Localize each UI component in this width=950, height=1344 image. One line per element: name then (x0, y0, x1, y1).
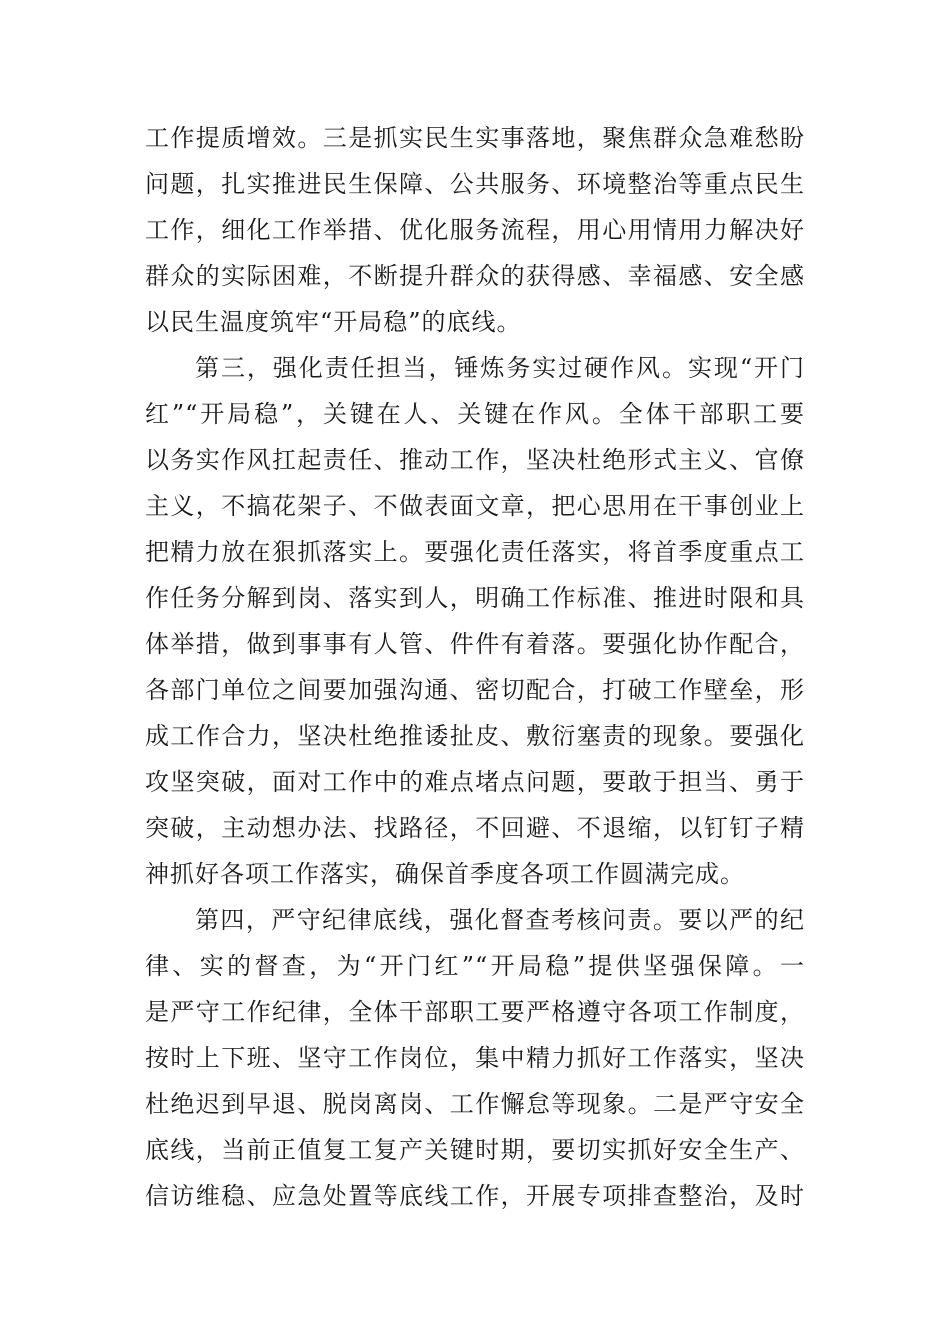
text-line: 红”“开局稳”，关键在人、关键在作风。全体干部职工要 (145, 400, 805, 428)
text-line: 作任务分解到岗、落实到人，明确工作标准、推进时限和具 (145, 584, 805, 612)
text-line: 神抓好各项工作落实，确保首季度各项工作圆满完成。 (145, 860, 745, 888)
text-line: 把精力放在狠抓落实上。要强化责任落实，将首季度重点工 (145, 538, 805, 566)
text-line: 杜绝迟到早退、脱岗离岗、工作懈怠等现象。二是严守安全 (145, 1090, 805, 1118)
text-line: 群众的实际困难，不断提升群众的获得感、幸福感、安全感 (145, 262, 805, 290)
text-line: 问题，扎实推进民生保障、公共服务、环境整治等重点民生 (145, 170, 805, 198)
text-line: 突破，主动想办法、找路径，不回避、不退缩，以钉钉子精 (145, 814, 805, 842)
text-line: 攻坚突破，面对工作中的难点堵点问题，要敢于担当、勇于 (145, 768, 805, 796)
text-line: 成工作合力，坚决杜绝推诿扯皮、敷衍塞责的现象。要强化 (145, 722, 805, 750)
text-line: 工作，细化工作举措、优化服务流程，用心用情用力解决好 (145, 216, 805, 244)
text-line: 各部门单位之间要加强沟通、密切配合，打破工作壁垒，形 (145, 676, 805, 704)
text-line: 底线，当前正值复工复产关键时期，要切实抓好安全生产、 (145, 1136, 805, 1164)
text-line: 律、实的督查，为“开门红”“开局稳”提供坚强保障。一 (145, 952, 805, 980)
paragraph-heading-line: 第四，严守纪律底线，强化督查考核问责。要以严的纪 (195, 906, 805, 934)
text-line: 主义，不搞花架子、不做表面文章，把心思用在干事创业上 (145, 492, 805, 520)
text-line: 工作提质增效。三是抓实民生实事落地，聚焦群众急难愁盼 (145, 124, 805, 152)
text-line: 以民生温度筑牢“开局稳”的底线。 (145, 308, 522, 336)
text-line: 按时上下班、坚守工作岗位，集中精力抓好工作落实，坚决 (145, 1044, 805, 1072)
text-line: 体举措，做到事事有人管、件件有着落。要强化协作配合， (145, 630, 805, 658)
text-line: 信访维稳、应急处置等底线工作，开展专项排查整治，及时 (145, 1182, 805, 1210)
text-line: 以务实作风扛起责任、推动工作，坚决杜绝形式主义、官僚 (145, 446, 805, 474)
paragraph-heading-line: 第三，强化责任担当，锤炼务实过硬作风。实现“开门 (195, 354, 805, 382)
text-line: 是严守工作纪律，全体干部职工要严格遵守各项工作制度， (145, 998, 805, 1026)
